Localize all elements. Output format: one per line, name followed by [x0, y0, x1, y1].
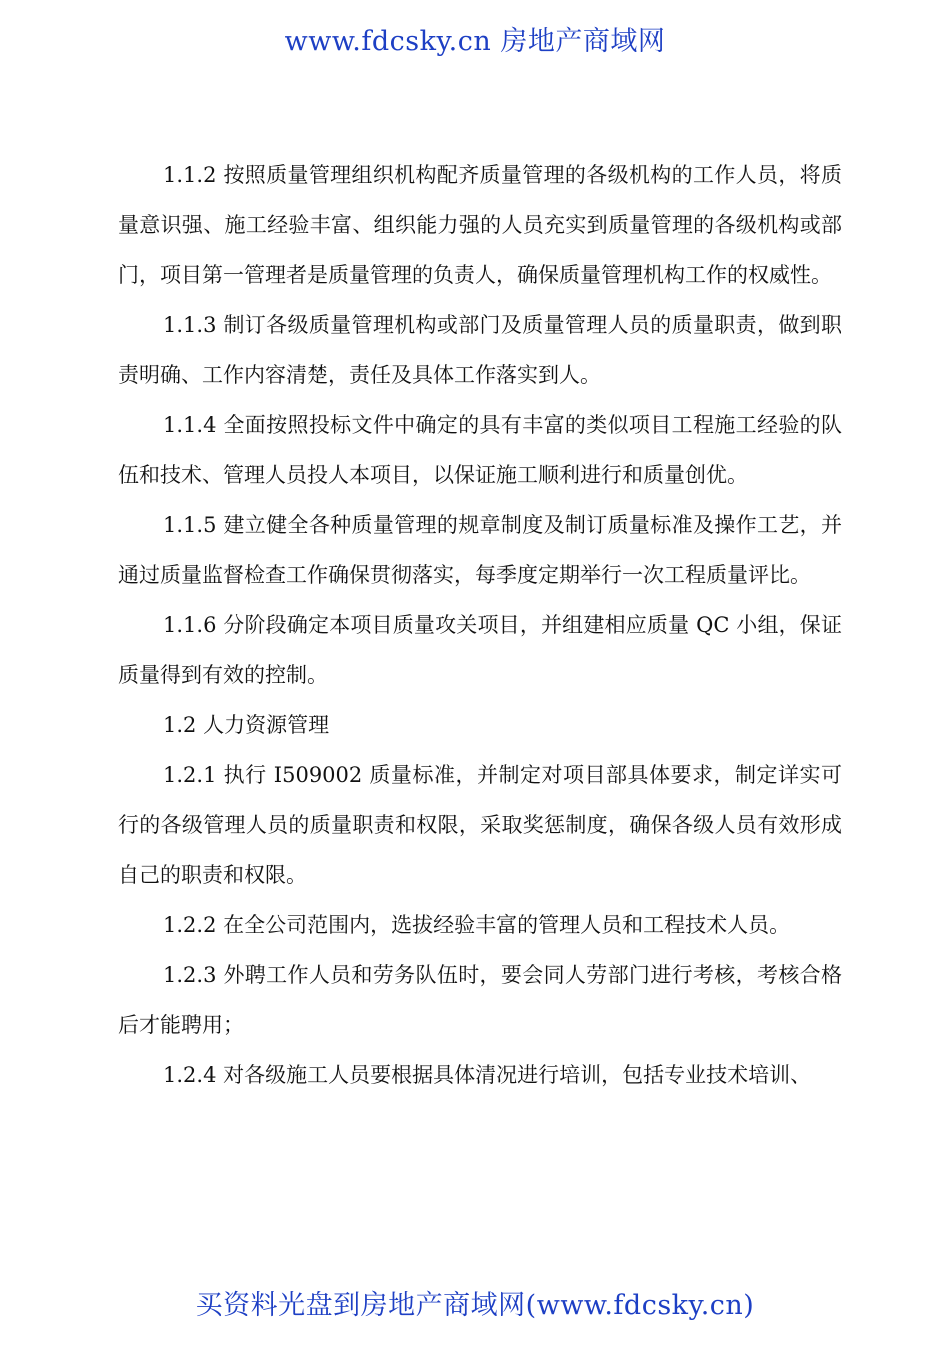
paragraph-1-1-4: 1.1.4 全面按照投标文件中确定的具有丰富的类似项目工程施工经验的队伍和技术、管理人员投人本项目，以保证施工顺利进行和质量创优。 — [118, 413, 842, 487]
paragraph-1-2-4: 1.2.4 对各级施工人员要根据具体清况进行培训，包括专业技术培训、 — [163, 1063, 812, 1087]
document-body — [118, 150, 842, 1100]
paragraph-1-2-2: 1.2.2 在全公司范围内，选拔经验丰富的管理人员和工程技术人员。 — [163, 913, 791, 937]
paragraph-1-1-3: 1.1.3 制订各级质量管理机构或部门及质量管理人员的质量职责，做到职责明确、工作内容清楚，责任及具体工作落实到人。 — [118, 313, 842, 387]
paragraph-1-1-6: 1.1.6 分阶段确定本项目质量攻关项目，并组建相应质量 QC 小组，保证质量得到有效的控制。 — [118, 613, 842, 687]
footer-banner: 买资料光盘到房地产商域网(www.fdcsky.cn) — [195, 1290, 755, 1321]
header-banner: www.fdcsky.cn 房地产商域网 — [284, 26, 666, 57]
paragraph-1-1-5: 1.1.5 建立健全各种质量管理的规章制度及制订质量标准及操作工艺，并通过质量监督检查工作确保贯彻落实，每季度定期举行一次工程质量评比。 — [118, 513, 842, 587]
section-heading-1-2: 1.2 人力资源管理 — [163, 713, 330, 737]
paragraph-1-2-3: 1.2.3 外聘工作人员和劳务队伍时，要会同人劳部门进行考核，考核合格后才能聘用； — [118, 963, 842, 1037]
paragraph-1-1-2: 1.1.2 按照质量管理组织机构配齐质量管理的各级机构的工作人员，将质量意识强、施工经验丰富、组织能力强的人员充实到质量管理的各级机构或部门，项目第一管理者是质量管理的负责人，确保质量管理机构工作的权威性。 — [118, 163, 842, 287]
paragraph-1-2-1: 1.2.1 执行 I509002 质量标准，并制定对项目部具体要求，制定详实可行的各级管理人员的质量职责和权限，采取奖惩制度，确保各级人员有效形成自己的职责和权限。 — [118, 763, 842, 887]
